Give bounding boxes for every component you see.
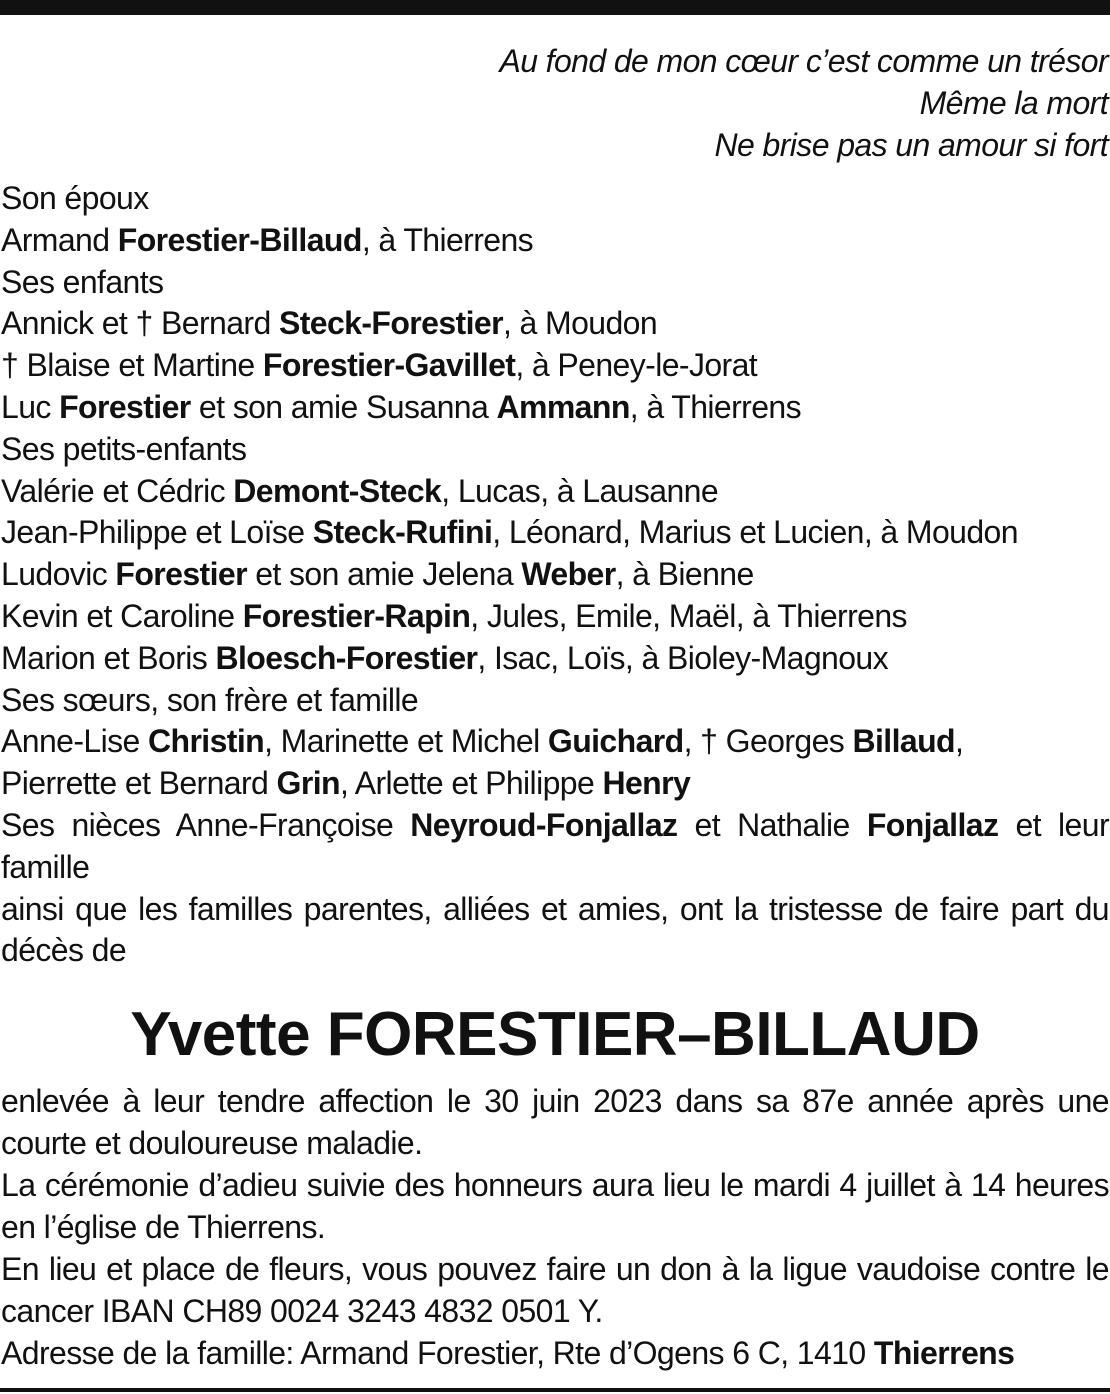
family-name: Ammann [496, 388, 630, 425]
family-line [1, 178, 1109, 220]
poem-line: Ne brise pas un amour si fort [714, 127, 1108, 163]
text-run: Adresse de la famille: Armand Forestier, Rte d’Ogens 6 C, 1410 [1, 1335, 874, 1371]
text-run: , à Thierrens [361, 221, 534, 258]
text-run: , Marinette et Michel [264, 723, 548, 760]
family-name: Steck-Forestier [278, 305, 503, 342]
text-run: Jean-Philippe et Loïse [1, 514, 313, 551]
text-run: Annick et † Bernard [1, 305, 279, 342]
text-run: , à Thierrens [629, 388, 802, 425]
bottom-rule [0, 1388, 1110, 1392]
text-run: enlevée à leur tendre affection le 30 juin 2023 dans sa 87e année après une courte et douloureuse maladie. [1, 1083, 1109, 1161]
text-run: et son amie Susanna [190, 388, 497, 425]
family-line [1, 721, 1109, 763]
deceased-name: Yvette FORESTIER–BILLAUD [130, 1000, 980, 1069]
text-run: , [954, 723, 964, 760]
text-run: , à Moudon [502, 305, 658, 342]
detail-paragraph [1, 1332, 1109, 1374]
family-line [1, 763, 1109, 805]
family-name: Weber [521, 556, 616, 593]
text-run: Anne-Lise [1, 723, 148, 760]
text-run: Ses petits-enfants [1, 430, 247, 467]
family-name: Grin [276, 765, 340, 802]
text-run: et Nathalie [677, 806, 867, 843]
text-run: La cérémonie d’adieu suivie des honneurs aura lieu le mardi 4 juillet à 14 heures en l’église de Thierrens. [1, 1167, 1109, 1245]
text-run: , à Peney-le-Jorat [515, 347, 758, 384]
text-run: Luc [1, 388, 60, 425]
family-line [1, 345, 1109, 387]
family-line [1, 512, 1109, 554]
text-run: , Lucas, à Lausanne [441, 472, 719, 509]
text-run: Armand [1, 221, 118, 258]
detail-paragraph [1, 1248, 1109, 1332]
family-name: Demont-Steck [233, 472, 442, 509]
family-paragraph [1, 889, 1109, 973]
text-run: , Léonard, Marius et Lucien, à Moudon [492, 514, 1018, 551]
family-name: Forestier-Rapin [242, 597, 471, 634]
family-name: Thierrens [873, 1335, 1015, 1371]
detail-paragraph [1, 1164, 1109, 1248]
text-run: , † Georges [683, 723, 853, 760]
text-run: , Isac, Loïs, à Bioley-Magnoux [477, 639, 889, 676]
family-line [1, 471, 1109, 513]
poem-line: Même la mort [919, 85, 1108, 121]
family-name: Christin [148, 723, 265, 760]
family-name: Steck-Rufini [312, 514, 493, 551]
text-run: et leur famille [1, 806, 1110, 885]
text-run: En lieu et place de fleurs, vous pouvez faire un don à la ligue vaudoise contre le cancer IBAN CH89 0024 3243 4832 0501 Y. [1, 1251, 1109, 1329]
text-run: et son amie Jelena [246, 556, 522, 593]
family-line [1, 554, 1109, 596]
family-line [1, 680, 1109, 722]
family-line [1, 387, 1109, 429]
family-name: Fonjallaz [866, 806, 999, 843]
family-paragraph [1, 805, 1109, 889]
text-run: Pierrette et Bernard [1, 765, 277, 802]
text-run: Ses sœurs, son frère et famille [1, 681, 419, 718]
family-line [1, 303, 1109, 345]
family-line [1, 220, 1109, 262]
family-name: Neyroud-Fonjallaz [410, 806, 678, 843]
poem [499, 40, 1108, 166]
family-name: Forestier [115, 556, 247, 593]
text-run: ainsi que les familles parentes, alliées et amies, ont la tristesse de faire part du décès de [1, 890, 1109, 969]
text-run: † Blaise et Martine [1, 347, 263, 384]
text-run: , Arlette et Philippe [339, 765, 603, 802]
family-line [1, 638, 1109, 680]
family-name: Billaud [852, 723, 955, 760]
family-name: Bloesch-Forestier [215, 639, 478, 676]
family-name: Forestier-Gavillet [262, 347, 516, 384]
detail-paragraph [1, 1080, 1109, 1164]
text-run: Kevin et Caroline [1, 597, 243, 634]
family-name: Forestier-Billaud [117, 221, 362, 258]
text-run: Ses nièces Anne-Françoise [1, 806, 411, 843]
text-run: Ses enfants [1, 263, 164, 300]
family-list [1, 178, 1109, 972]
family-name: Guichard [547, 723, 684, 760]
family-name: Forestier [59, 388, 191, 425]
text-run: , à Bienne [615, 556, 754, 593]
family-line [1, 262, 1109, 304]
family-line [1, 596, 1109, 638]
family-name: Henry [602, 765, 691, 802]
text-run: Marion et Boris [1, 639, 216, 676]
announcement-details [1, 1080, 1109, 1374]
text-run: Valérie et Cédric [1, 472, 234, 509]
family-line [1, 429, 1109, 471]
poem-line: Au fond de mon cœur c’est comme un trésor [499, 43, 1108, 79]
text-run: , Jules, Emile, Maël, à Thierrens [470, 597, 907, 634]
top-rule [0, 0, 1110, 15]
text-run: Ludovic [1, 556, 116, 593]
text-run: Son époux [1, 180, 149, 216]
